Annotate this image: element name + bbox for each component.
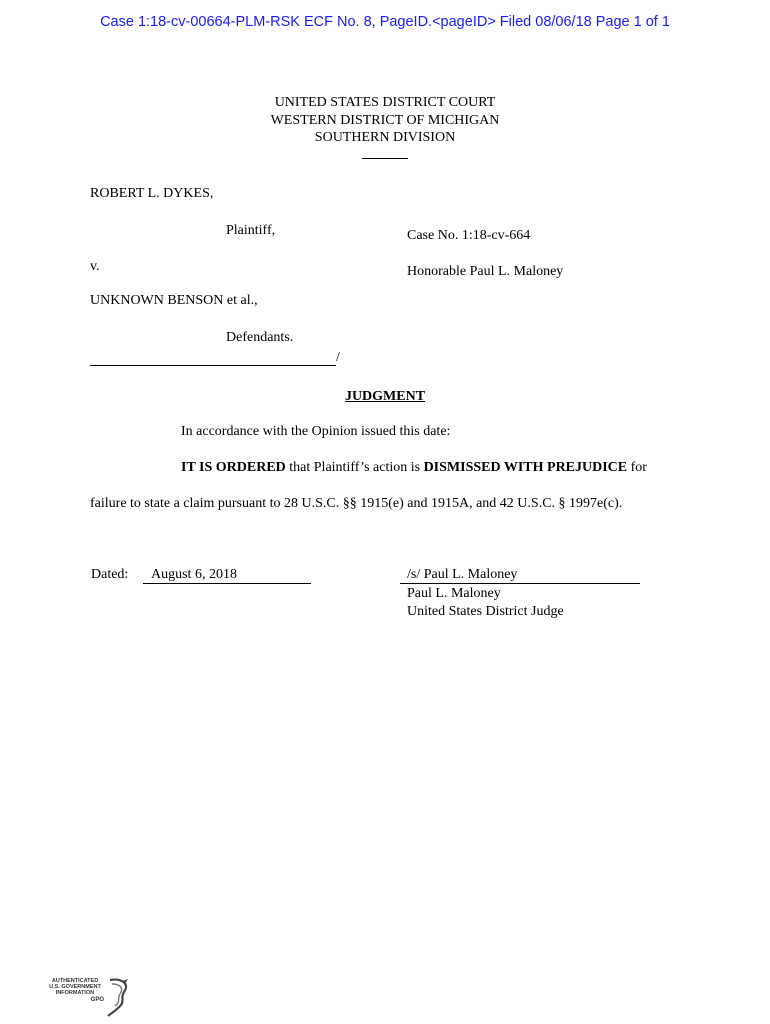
gpo-seal-text: AUTHENTICATED U.S. GOVERNMENT INFORMATION GPO [49, 978, 104, 1003]
ordered-phrase: IT IS ORDERED [181, 460, 286, 475]
caption-slash: / [336, 350, 340, 365]
defendant-role: Defendants. [226, 330, 294, 345]
order-continuation: failure to state a claim pursuant to 28 U.S.C. §§ 1915(e) and 1915A, and 42 U.S.C. § 1997e(c). [90, 496, 623, 511]
date-underline [143, 583, 311, 584]
order-paragraph [181, 460, 647, 476]
dismissed-phrase: DISMISSED WITH PREJUDICE [423, 460, 628, 475]
intro-paragraph: In accordance with the Opinion issued this date: [181, 424, 451, 439]
signature-underline [400, 583, 640, 584]
defendant-name: UNKNOWN BENSON et al., [90, 293, 258, 308]
court-district: WESTERN DISTRICT OF MICHIGAN [270, 112, 500, 128]
ecf-header-stamp: Case 1:18-cv-00664-PLM-RSK ECF No. 8, PageID.<pageID> Filed 08/06/18 Page 1 of 1 [100, 14, 670, 30]
signer-title: United States District Judge [407, 604, 564, 619]
versus: v. [90, 259, 100, 274]
court-division: SOUTHERN DIVISION [314, 130, 456, 145]
plaintiff-role: Plaintiff, [226, 223, 276, 238]
caption-rule [90, 365, 336, 366]
document-title: JUDGMENT [344, 389, 426, 404]
gpo-eagle-icon [104, 976, 132, 1018]
case-number: Case No. 1:18-cv-664 [407, 228, 531, 243]
gpo-authentication-seal [44, 976, 134, 1018]
plaintiff-name: ROBERT L. DYKES, [90, 186, 214, 201]
signature-line: /s/ Paul L. Maloney [407, 567, 518, 582]
signer-name: Paul L. Maloney [407, 586, 501, 601]
dated-value: August 6, 2018 [151, 567, 237, 582]
ordered-middle: that Plaintiff’s action is [285, 460, 424, 475]
dated-label: Dated: [91, 567, 129, 582]
court-heading [0, 94, 770, 164]
heading-rule [0, 147, 770, 165]
court-name: UNITED STATES DISTRICT COURT [274, 95, 496, 110]
ordered-end: for [627, 460, 647, 475]
judge-name: Honorable Paul L. Maloney [407, 264, 564, 279]
